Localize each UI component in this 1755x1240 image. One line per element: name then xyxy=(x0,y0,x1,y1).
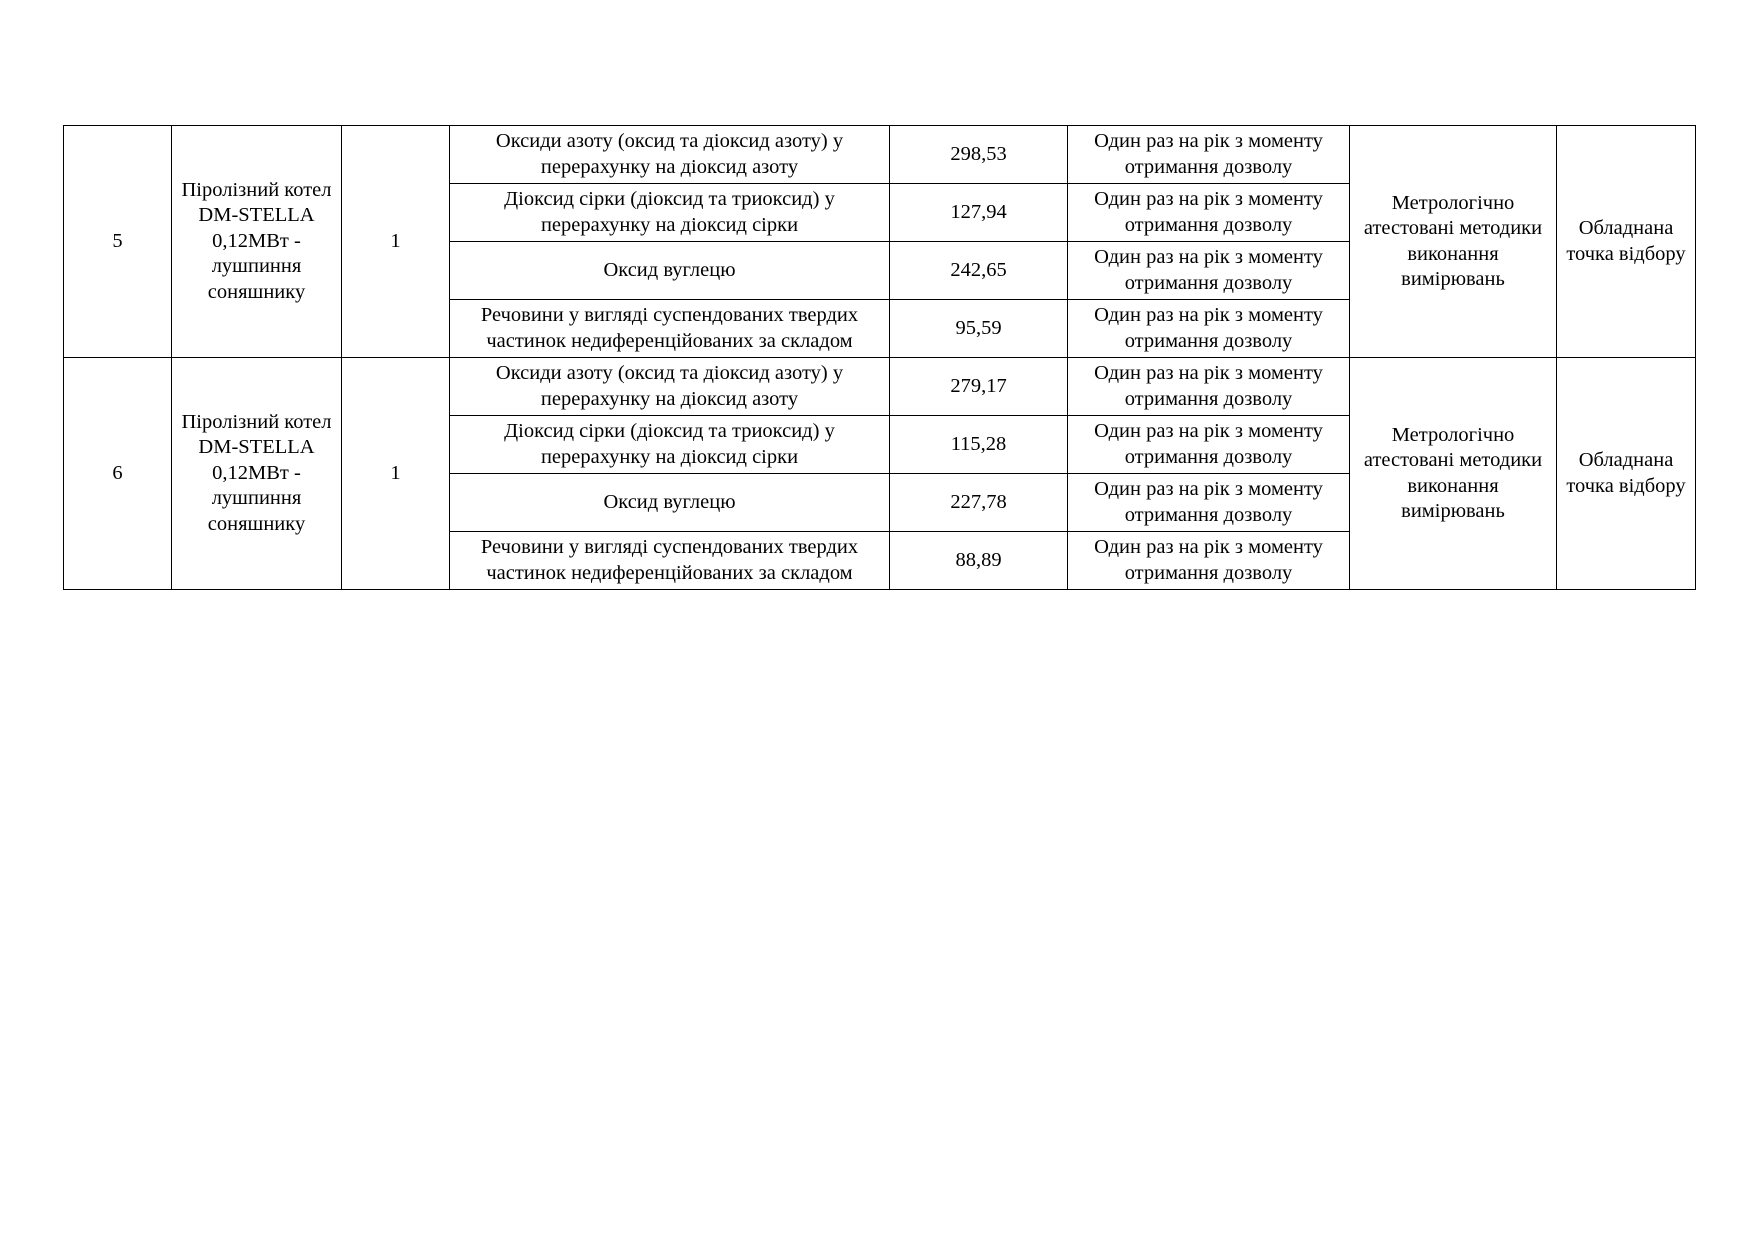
source-count-cell: 1 xyxy=(342,126,450,358)
substance-name-cell: Речовини у вигляді суспендованих твердих частинок недиференційованих за складом xyxy=(450,532,890,590)
emissions-monitoring-table xyxy=(63,125,1696,590)
substance-name-cell: Речовини у вигляді суспендованих твердих частинок недиференційованих за складом xyxy=(450,300,890,358)
monitoring-frequency-cell: Один раз на рік з моменту отримання дозволу xyxy=(1068,126,1350,184)
monitoring-frequency-cell: Один раз на рік з моменту отримання дозволу xyxy=(1068,184,1350,242)
monitoring-frequency-cell: Один раз на рік з моменту отримання дозволу xyxy=(1068,416,1350,474)
measurement-method-cell: Метрологічно атестовані методики виконання вимірювань xyxy=(1350,126,1557,358)
sampling-point-cell: Обладнана точка відбору xyxy=(1557,126,1696,358)
source-count-cell: 1 xyxy=(342,358,450,590)
substance-value-cell: 127,94 xyxy=(890,184,1068,242)
substance-name-cell: Діоксид сірки (діоксид та триоксид) у перерахунку на діоксид сірки xyxy=(450,416,890,474)
monitoring-frequency-cell: Один раз на рік з моменту отримання дозволу xyxy=(1068,474,1350,532)
substance-name-cell: Оксиди азоту (оксид та діоксид азоту) у перерахунку на діоксид азоту xyxy=(450,126,890,184)
substance-value-cell: 298,53 xyxy=(890,126,1068,184)
substance-value-cell: 115,28 xyxy=(890,416,1068,474)
sampling-point-cell: Обладнана точка відбору xyxy=(1557,358,1696,590)
emission-source-cell: Піролізний котел DM-STELLA 0,12МВт - лушпиння соняшнику xyxy=(172,358,342,590)
monitoring-frequency-cell: Один раз на рік з моменту отримання дозволу xyxy=(1068,300,1350,358)
substance-name-cell: Оксид вуглецю xyxy=(450,242,890,300)
measurement-method-cell: Метрологічно атестовані методики виконання вимірювань xyxy=(1350,358,1557,590)
emission-source-cell: Піролізний котел DM-STELLA 0,12МВт - лушпиння соняшнику xyxy=(172,126,342,358)
substance-name-cell: Оксид вуглецю xyxy=(450,474,890,532)
substance-name-cell: Оксиди азоту (оксид та діоксид азоту) у перерахунку на діоксид азоту xyxy=(450,358,890,416)
substance-name-cell: Діоксид сірки (діоксид та триоксид) у перерахунку на діоксид сірки xyxy=(450,184,890,242)
table-row xyxy=(64,126,1696,184)
table-row xyxy=(64,358,1696,416)
monitoring-frequency-cell: Один раз на рік з моменту отримання дозволу xyxy=(1068,532,1350,590)
monitoring-frequency-cell: Один раз на рік з моменту отримання дозволу xyxy=(1068,242,1350,300)
row-number-cell: 5 xyxy=(64,126,172,358)
substance-value-cell: 227,78 xyxy=(890,474,1068,532)
substance-value-cell: 88,89 xyxy=(890,532,1068,590)
substance-value-cell: 279,17 xyxy=(890,358,1068,416)
substance-value-cell: 242,65 xyxy=(890,242,1068,300)
row-number-cell: 6 xyxy=(64,358,172,590)
monitoring-frequency-cell: Один раз на рік з моменту отримання дозволу xyxy=(1068,358,1350,416)
substance-value-cell: 95,59 xyxy=(890,300,1068,358)
